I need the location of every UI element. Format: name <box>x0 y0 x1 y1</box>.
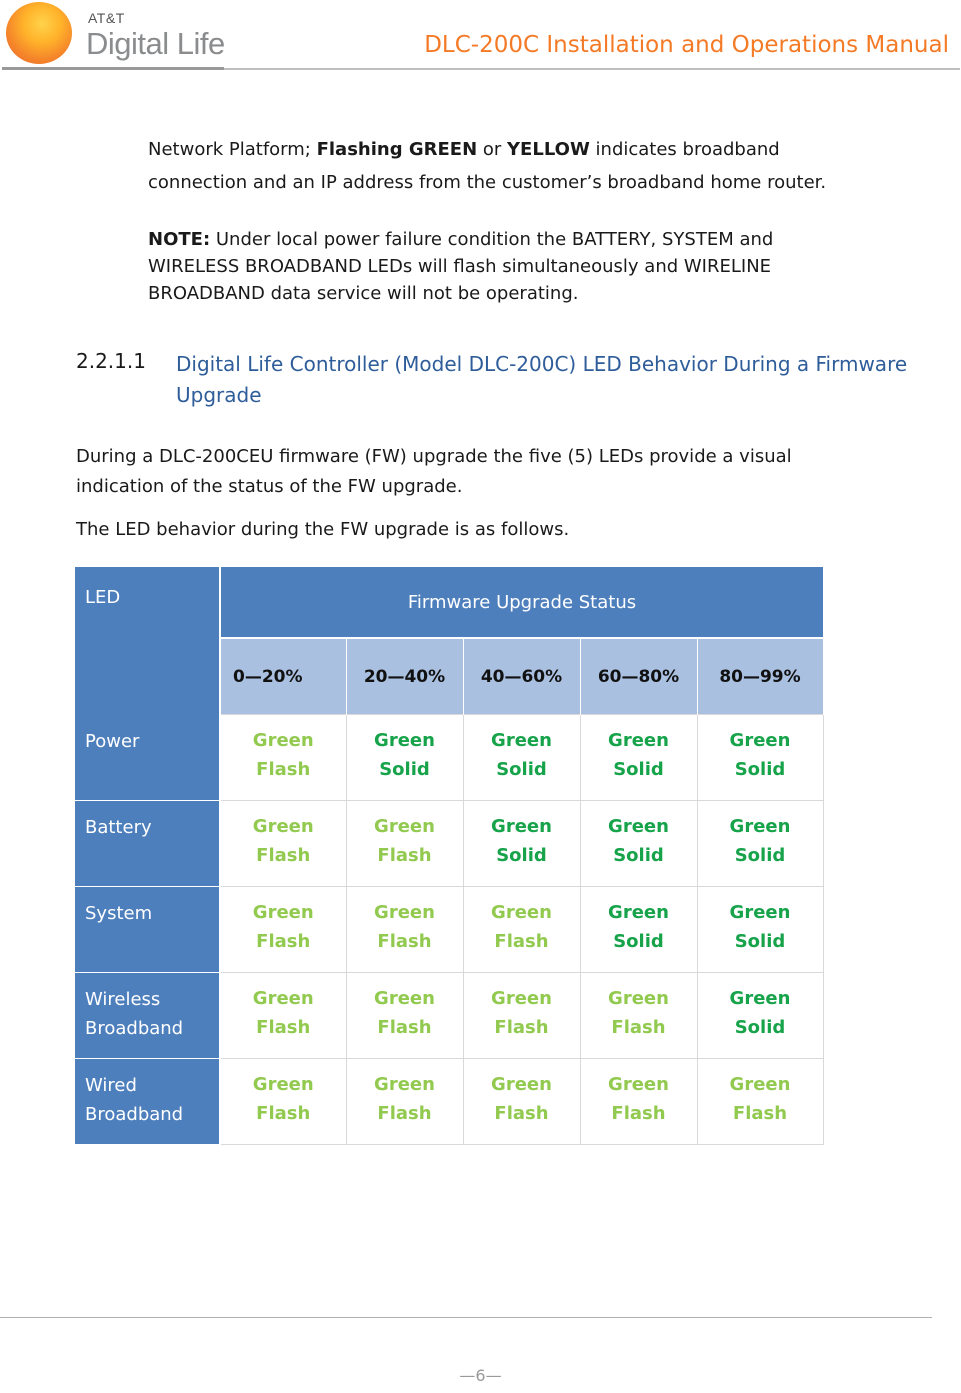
intro-text: or <box>477 139 508 160</box>
status-color: Green <box>729 988 791 1009</box>
led-status-cell <box>346 801 463 887</box>
led-status-cell <box>346 973 463 1059</box>
led-status-cell <box>220 887 346 973</box>
att-globe-icon <box>6 2 72 64</box>
led-status-cell <box>463 973 580 1059</box>
status-mode: Flash <box>377 1102 432 1124</box>
led-status-cell <box>220 973 346 1059</box>
range-header: 40—60% <box>463 638 580 715</box>
status-mode: Solid <box>734 930 786 952</box>
status-mode: Flash <box>377 930 432 952</box>
status-mode: Flash <box>732 1102 788 1124</box>
status-color: Green <box>729 816 791 837</box>
intro-text: Network Platform; <box>148 139 317 160</box>
status-mode: Solid <box>496 844 547 866</box>
led-firmware-table <box>75 567 824 1145</box>
status-color: Green <box>729 902 791 923</box>
fw-intro-paragraph: During a DLC-200CEU firmware (FW) upgrade the five (5) LEDs provide a visual indication of the status of the FW upgrade. <box>76 446 792 497</box>
table-row <box>75 801 823 887</box>
status-mode: Solid <box>379 758 430 780</box>
status-mode: Solid <box>734 1016 786 1038</box>
led-status-cell <box>220 715 346 801</box>
status-color: Green <box>374 902 435 923</box>
fw-behavior-paragraph: The LED behavior during the FW upgrade is as follows. <box>76 519 570 540</box>
logo-brand: Digital Life <box>86 26 225 61</box>
yellow-term: YELLOW <box>507 139 590 160</box>
status-color: Green <box>374 1074 435 1095</box>
table-row <box>75 887 823 973</box>
status-color: Green <box>252 988 314 1009</box>
status-mode: Solid <box>613 930 664 952</box>
table-row <box>75 715 823 801</box>
status-color: Green <box>608 902 669 923</box>
status-color: Green <box>491 816 552 837</box>
flashing-green-term: Flashing GREEN <box>316 139 478 160</box>
status-color: Green <box>374 816 435 837</box>
status-mode: Flash <box>377 1016 432 1038</box>
led-status-cell <box>580 801 697 887</box>
led-status-cell <box>463 715 580 801</box>
led-status-cell <box>580 973 697 1059</box>
status-mode: Solid <box>613 758 664 780</box>
status-mode: Solid <box>613 844 664 866</box>
status-color: Green <box>374 988 435 1009</box>
led-status-cell <box>463 887 580 973</box>
intro-paragraph <box>148 133 928 200</box>
att-digital-life-logo <box>2 0 232 68</box>
led-status-cell <box>580 1059 697 1145</box>
range-header: 20—40% <box>346 638 463 715</box>
led-status-cell <box>346 887 463 973</box>
status-color: Green <box>252 1074 314 1095</box>
led-status-cell <box>697 973 823 1059</box>
status-color: Green <box>491 1074 552 1095</box>
status-color: Green <box>374 730 435 751</box>
range-header: 0—20% <box>220 638 346 715</box>
status-mode: Solid <box>496 758 547 780</box>
status-color: Green <box>252 730 314 751</box>
led-status-cell <box>346 715 463 801</box>
range-header: 80—99% <box>697 638 823 715</box>
page-number: —6— <box>459 1366 502 1385</box>
row-label-battery: Battery <box>75 801 220 887</box>
led-status-cell <box>697 887 823 973</box>
led-status-cell <box>463 1059 580 1145</box>
note-text: Under local power failure condition the BATTERY, SYSTEM and WIRELESS BROADBAND LEDs will flash simultaneously and WIRELINE BROADBAND data service will not be operating. <box>148 229 774 304</box>
status-color: Green <box>608 1074 669 1095</box>
status-mode: Flash <box>256 1102 311 1124</box>
led-status-cell <box>220 801 346 887</box>
status-mode: Flash <box>611 1102 666 1124</box>
status-mode: Flash <box>256 930 311 952</box>
footer-divider <box>0 1317 932 1318</box>
status-mode: Flash <box>256 844 311 866</box>
logo-company: AT&T <box>88 10 125 26</box>
firmware-status-header: Firmware Upgrade Status <box>220 567 823 638</box>
status-color: Green <box>729 1074 791 1095</box>
intro-text: connection and an IP address from the customer’s broadband home router. <box>148 172 827 194</box>
table-row <box>75 1059 823 1145</box>
led-status-cell <box>220 1059 346 1145</box>
page-header <box>0 0 961 70</box>
status-mode: Flash <box>494 1016 549 1038</box>
intro-text: indicates broadband <box>589 139 780 160</box>
status-mode: Solid <box>734 758 786 780</box>
note-paragraph <box>148 226 868 307</box>
led-status-cell <box>580 887 697 973</box>
row-label-wireless-broadband: Wireless Broadband <box>75 973 220 1059</box>
header-divider-accent <box>2 67 224 70</box>
led-status-cell <box>346 1059 463 1145</box>
row-label-wired-broadband: Wired Broadband <box>75 1059 220 1145</box>
led-status-cell <box>463 801 580 887</box>
table-row <box>75 973 823 1059</box>
status-mode: Flash <box>494 1102 549 1124</box>
status-color: Green <box>608 988 669 1009</box>
status-mode: Solid <box>734 844 786 866</box>
led-status-cell <box>697 715 823 801</box>
status-color: Green <box>491 730 552 751</box>
section-title: Digital Life Controller (Model DLC-200C) LED Behavior During a Firmware Upgrade <box>176 352 908 407</box>
status-color: Green <box>608 816 669 837</box>
led-status-cell <box>697 801 823 887</box>
status-color: Green <box>608 730 669 751</box>
status-mode: Flash <box>494 930 549 952</box>
range-header: 60—80% <box>580 638 697 715</box>
led-column-header: LED <box>75 567 220 715</box>
status-mode: Flash <box>256 758 311 780</box>
status-color: Green <box>252 902 314 923</box>
status-mode: Flash <box>611 1016 666 1038</box>
status-color: Green <box>491 988 552 1009</box>
row-label-system: System <box>75 887 220 973</box>
note-label: NOTE: <box>148 229 211 250</box>
status-color: Green <box>252 816 314 837</box>
status-color: Green <box>729 730 791 751</box>
status-mode: Flash <box>256 1016 311 1038</box>
led-status-cell <box>580 715 697 801</box>
manual-title: DLC-200C Installation and Operations Manual <box>424 32 949 58</box>
status-mode: Flash <box>377 844 432 866</box>
led-status-cell <box>697 1059 823 1145</box>
status-color: Green <box>491 902 552 923</box>
row-label-power: Power <box>75 715 220 801</box>
section-number: 2.2.1.1 <box>76 349 146 373</box>
